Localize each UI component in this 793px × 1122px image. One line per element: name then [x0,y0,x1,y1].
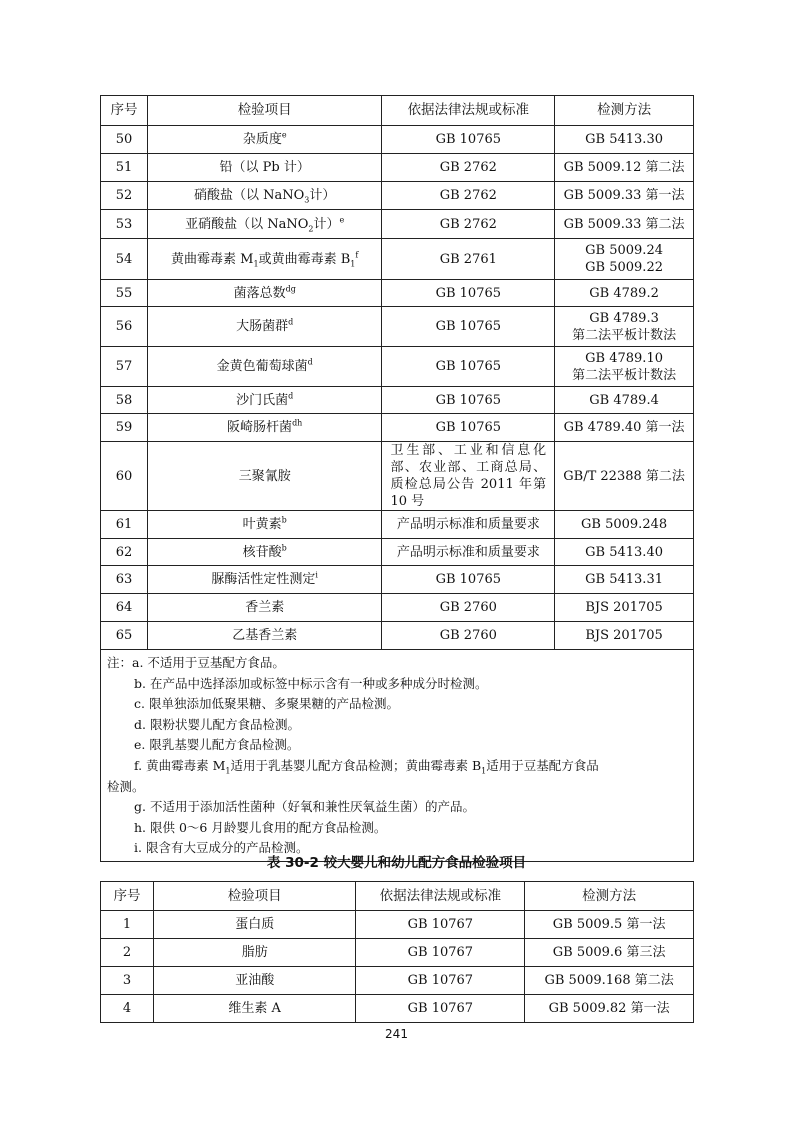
row-no: 51 [101,154,148,182]
page-number: 241 [385,1027,408,1041]
row-item: 铅（以 Pb 计） [147,154,382,182]
row-method: GB 5413.40 [555,539,694,566]
row-method: GB 4789.4 [555,387,694,414]
table-row [101,622,694,650]
row-standard: GB 10765 [382,414,555,442]
note-a: 注：a. 不适用于豆基配方食品。 [107,655,285,670]
row-item: 核苷酸$^b$ [147,539,382,566]
row-no: 57 [101,347,148,387]
row-item: 香兰素 [147,594,382,622]
table-row [101,182,694,210]
header-standard: 依据法律法规或标准 [356,882,525,911]
note-f-continued: 检测。 [107,778,145,794]
row-no: 50 [101,126,148,154]
note-f: f. 黄曲霉毒素 $M_1$适用于乳基婴儿配方食品检测；黄曲霉毒素 $B_1$适用于豆基配方食品 [134,757,599,776]
row-item: 沙门氏菌$^d$ [147,387,382,414]
row-item: 亚油酸 [153,967,356,995]
table-row [101,307,694,347]
row-method: GB 5009.24 GB 5009.22 [555,239,694,280]
row-no: 54 [101,239,148,280]
row-no: 1 [101,911,154,939]
row-method: BJS 201705 [555,594,694,622]
row-method: GB 5009.33 第二法 [555,210,694,239]
table-row [101,414,694,442]
table-row [101,939,694,967]
row-standard: GB 2762 [382,182,555,210]
row-method: GB 5413.30 [555,126,694,154]
row-item: 硝酸盐（以 NaNO$_3$计） [147,182,382,210]
row-item: 大肠菌群$^d$ [147,307,382,347]
row-method: GB 5009.82 第一法 [525,995,694,1023]
table-row [101,387,694,414]
row-method: GB 4789.40 第一法 [555,414,694,442]
row-item: 黄曲霉毒素 $M_1$或黄曲霉毒素 $B_1^f$ [147,239,382,280]
row-standard: GB 2760 [382,594,555,622]
row-no: 4 [101,995,154,1023]
row-standard: GB 2761 [382,239,555,280]
row-method: GB 4789.10 第二法平板计数法 [555,347,694,387]
note-d: d. 限粉状婴儿配方食品检测。 [134,716,300,732]
row-standard: GB 10767 [356,967,525,995]
inspection-table-30-2 [100,881,694,1023]
row-method: GB 5009.248 [555,511,694,539]
row-method: GB 5009.33 第一法 [555,182,694,210]
note-h: h. 限供 0～6 月龄婴儿食用的配方食品检测。 [134,819,387,835]
row-no: 3 [101,967,154,995]
header-item: 检验项目 [153,882,356,911]
note-e: e. 限乳基婴儿配方食品检测。 [134,737,300,753]
row-item: 杂质度$^e$ [147,126,382,154]
row-standard: GB 10765 [382,126,555,154]
table-row [101,347,694,387]
notes-row [101,650,694,862]
row-item: 脲酶活性定性测定$^i$ [147,566,382,594]
row-standard: GB 10767 [356,911,525,939]
row-standard: GB 10767 [356,939,525,967]
row-standard: 产品明示标准和质量要求 [382,511,555,539]
row-item: 脂肪 [153,939,356,967]
row-item: 阪崎肠杆菌$^{dh}$ [147,414,382,442]
row-item: 蛋白质 [153,911,356,939]
row-no: 65 [101,622,148,650]
table-header-row [101,96,694,126]
header-method: 检测方法 [555,96,694,126]
row-standard: GB 2762 [382,154,555,182]
header-method: 检测方法 [525,882,694,911]
row-item: 乙基香兰素 [147,622,382,650]
table-row [101,539,694,566]
row-standard: 卫生部、工业和信息化部、农业部、工商总局、质检总局公告 2011 年第 10 号 [382,442,555,511]
inspection-table-continued [100,95,694,862]
row-standard: GB 10767 [356,995,525,1023]
row-no: 63 [101,566,148,594]
header-item: 检验项目 [147,96,382,126]
row-method: GB 5009.12 第二法 [555,154,694,182]
table-row [101,594,694,622]
row-method: GB 5009.6 第三法 [525,939,694,967]
table-notes [101,650,694,862]
row-no: 56 [101,307,148,347]
table-row [101,911,694,939]
table-row [101,511,694,539]
row-no: 2 [101,939,154,967]
table-row [101,154,694,182]
row-standard: GB 10765 [382,347,555,387]
note-b: b. 在产品中选择添加或标签中标示含有一种或多种成分时检测。 [134,675,488,691]
row-standard: GB 10765 [382,307,555,347]
table-row [101,566,694,594]
row-method: GB 4789.2 [555,280,694,307]
row-item: 三聚氰胺 [147,442,382,511]
row-method: GB 5009.5 第一法 [525,911,694,939]
table-row [101,995,694,1023]
row-no: 62 [101,539,148,566]
row-item: 维生素 A [153,995,356,1023]
row-standard: GB 2762 [382,210,555,239]
row-method: GB 5009.168 第二法 [525,967,694,995]
row-method: GB/T 22388 第二法 [555,442,694,511]
note-i: i. 限含有大豆成分的产品检测。 [134,840,309,856]
row-item: 叶黄素$^b$ [147,511,382,539]
table-row [101,210,694,239]
row-standard: GB 10765 [382,387,555,414]
row-no: 59 [101,414,148,442]
row-no: 64 [101,594,148,622]
table-row [101,126,694,154]
table-header-row [101,882,694,911]
table-caption: 表 30-2 较大婴儿和幼儿配方食品检验项目 [266,855,527,871]
row-item: 菌落总数$^{dg}$ [147,280,382,307]
row-method: GB 5413.31 [555,566,694,594]
row-no: 52 [101,182,148,210]
note-g: g. 不适用于添加活性菌种（好氧和兼性厌氧益生菌）的产品。 [134,799,475,815]
row-method: BJS 201705 [555,622,694,650]
row-standard: GB 10765 [382,280,555,307]
row-standard: GB 2760 [382,622,555,650]
note-c: c. 限单独添加低聚果糖、多聚果糖的产品检测。 [134,696,399,712]
row-no: 61 [101,511,148,539]
table-row [101,239,694,280]
row-no: 60 [101,442,148,511]
row-standard: GB 10765 [382,566,555,594]
row-item: 亚硝酸盐（以 NaNO$_2$计）$^e$ [147,210,382,239]
header-no: 序号 [101,96,148,126]
row-no: 58 [101,387,148,414]
table-row [101,442,694,511]
header-no: 序号 [101,882,154,911]
row-no: 53 [101,210,148,239]
table-row [101,967,694,995]
table-row [101,280,694,307]
row-item: 金黄色葡萄球菌$^d$ [147,347,382,387]
row-method: GB 4789.3 第二法平板计数法 [555,307,694,347]
header-standard: 依据法律法规或标准 [382,96,555,126]
row-no: 55 [101,280,148,307]
row-standard: 产品明示标准和质量要求 [382,539,555,566]
